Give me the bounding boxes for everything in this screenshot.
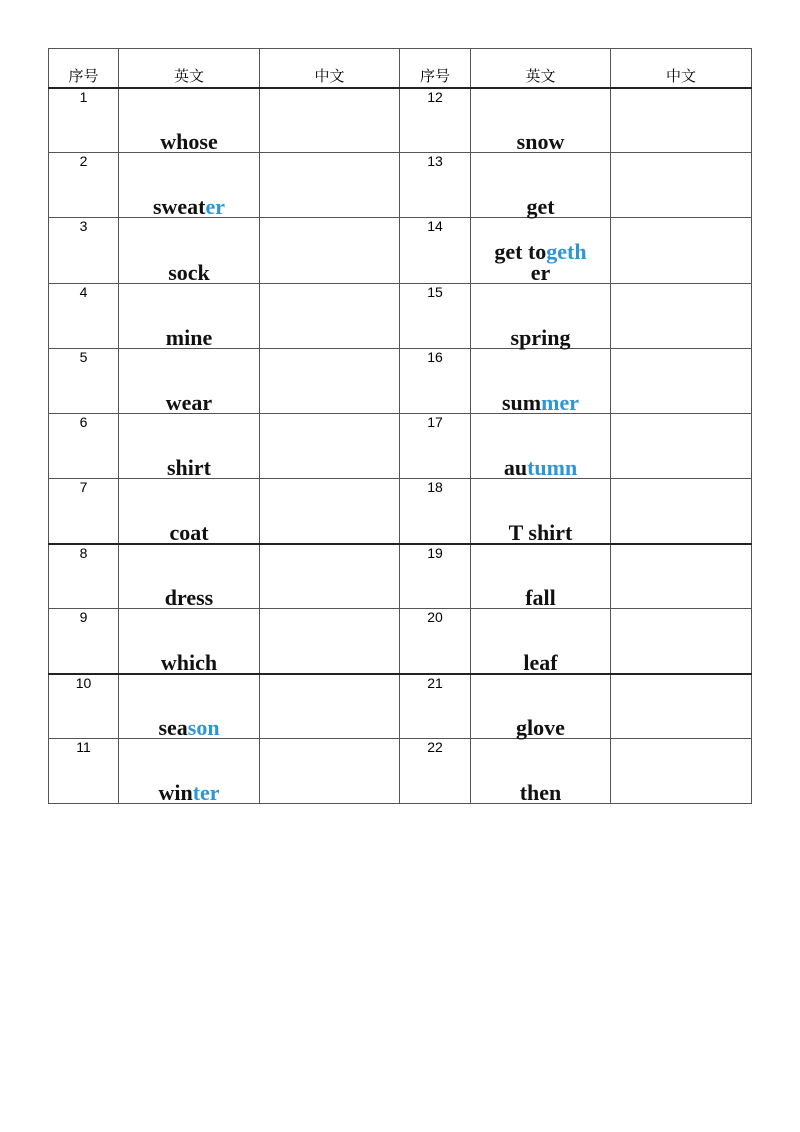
number-cell: 4 [49, 284, 119, 349]
chinese-answer-cell[interactable] [611, 479, 752, 544]
chinese-answer-cell[interactable] [260, 479, 400, 544]
chinese-answer-cell[interactable] [260, 284, 400, 349]
english-word-cell [471, 609, 611, 674]
table-row [49, 479, 752, 544]
word-plain: shirt [167, 455, 211, 480]
number-cell: 21 [400, 674, 471, 739]
word-plain: sock [168, 260, 210, 285]
number-cell: 18 [400, 479, 471, 544]
table-row [49, 218, 752, 284]
number-cell: 22 [400, 739, 471, 804]
table-row [49, 349, 752, 414]
table-row [49, 88, 752, 153]
english-word-cell [471, 674, 611, 739]
english-word-cell [471, 88, 611, 153]
english-word-cell [119, 153, 260, 218]
english-word-cell [119, 479, 260, 544]
number-cell: 5 [49, 349, 119, 414]
english-word-cell [471, 349, 611, 414]
word-tail: er [530, 260, 551, 285]
chinese-answer-cell[interactable] [260, 544, 400, 609]
english-word-cell [471, 544, 611, 609]
vocabulary-table [48, 48, 752, 804]
word-plain: T shirt [508, 519, 573, 545]
word-plain: spring [510, 325, 571, 350]
word-highlight: mer [541, 390, 579, 415]
header-en-left: 英文 [119, 49, 260, 88]
chinese-answer-cell[interactable] [611, 284, 752, 349]
word-plain: get to [494, 239, 547, 264]
table-row [49, 609, 752, 674]
table-row [49, 544, 752, 609]
english-word-cell [119, 609, 260, 674]
table-row [49, 739, 752, 804]
number-cell: 3 [49, 218, 119, 284]
chinese-answer-cell[interactable] [260, 88, 400, 153]
word-plain: dress [164, 585, 214, 610]
word-plain: leaf [523, 649, 558, 675]
number-cell: 17 [400, 414, 471, 479]
word-plain: coat [169, 519, 209, 545]
word-plain: sum [502, 390, 542, 415]
number-cell: 14 [400, 218, 471, 284]
word-plain: sweat [152, 194, 206, 219]
chinese-answer-cell[interactable] [260, 739, 400, 804]
number-cell: 15 [400, 284, 471, 349]
word-plain: au [503, 455, 528, 480]
word-plain: glove [516, 715, 565, 740]
number-cell: 12 [400, 88, 471, 153]
word-highlight: son [187, 715, 220, 740]
chinese-answer-cell[interactable] [611, 674, 752, 739]
chinese-answer-cell[interactable] [260, 153, 400, 218]
header-cn-left: 中文 [260, 49, 400, 88]
english-word-cell [119, 674, 260, 739]
chinese-answer-cell[interactable] [260, 674, 400, 739]
number-cell: 8 [49, 544, 119, 609]
chinese-answer-cell[interactable] [611, 739, 752, 804]
english-word-cell [471, 739, 611, 804]
number-cell: 19 [400, 544, 471, 609]
english-word-cell [471, 284, 611, 349]
header-row [49, 49, 752, 88]
word-plain: win [158, 780, 193, 805]
word-highlight: er [205, 194, 226, 219]
english-word-cell [119, 284, 260, 349]
word-plain: get [526, 194, 555, 219]
number-cell: 20 [400, 609, 471, 674]
number-cell: 7 [49, 479, 119, 544]
chinese-answer-cell[interactable] [611, 153, 752, 218]
header-en-right: 英文 [471, 49, 611, 88]
english-word-cell [471, 414, 611, 479]
english-word-cell [119, 544, 260, 609]
number-cell: 1 [49, 88, 119, 153]
chinese-answer-cell[interactable] [260, 414, 400, 479]
chinese-answer-cell[interactable] [611, 609, 752, 674]
table-row [49, 153, 752, 218]
chinese-answer-cell[interactable] [611, 544, 752, 609]
table-row [49, 414, 752, 479]
english-word-cell [471, 479, 611, 544]
number-cell: 2 [49, 153, 119, 218]
number-cell: 16 [400, 349, 471, 414]
number-cell: 9 [49, 609, 119, 674]
table-row [49, 284, 752, 349]
word-plain: snow [516, 129, 565, 154]
number-cell: 13 [400, 153, 471, 218]
english-word-cell [119, 218, 260, 284]
word-plain: mine [165, 325, 213, 350]
word-highlight: tumn [527, 455, 578, 480]
word-plain: whose [160, 129, 218, 154]
english-word-cell [119, 739, 260, 804]
number-cell: 10 [49, 674, 119, 739]
chinese-answer-cell[interactable] [611, 349, 752, 414]
chinese-answer-cell[interactable] [611, 218, 752, 284]
word-plain: wear [165, 390, 213, 415]
english-word-cell [471, 153, 611, 218]
word-highlight: geth [546, 239, 587, 264]
english-word-cell [471, 218, 611, 284]
english-word-cell [119, 349, 260, 414]
chinese-answer-cell[interactable] [260, 349, 400, 414]
english-word-cell [119, 88, 260, 153]
chinese-answer-cell[interactable] [611, 88, 752, 153]
chinese-answer-cell[interactable] [260, 218, 400, 284]
word-highlight: ter [192, 780, 220, 805]
word-plain: which [160, 649, 218, 675]
table-row [49, 674, 752, 739]
number-cell: 11 [49, 739, 119, 804]
word-plain: fall [525, 585, 556, 610]
chinese-answer-cell[interactable] [611, 414, 752, 479]
chinese-answer-cell[interactable] [260, 609, 400, 674]
header-num-right: 序号 [400, 49, 471, 88]
number-cell: 6 [49, 414, 119, 479]
header-num-left: 序号 [49, 49, 119, 88]
word-plain: sea [158, 715, 188, 740]
english-word-cell [119, 414, 260, 479]
header-cn-right: 中文 [611, 49, 752, 88]
word-plain: then [519, 780, 562, 805]
